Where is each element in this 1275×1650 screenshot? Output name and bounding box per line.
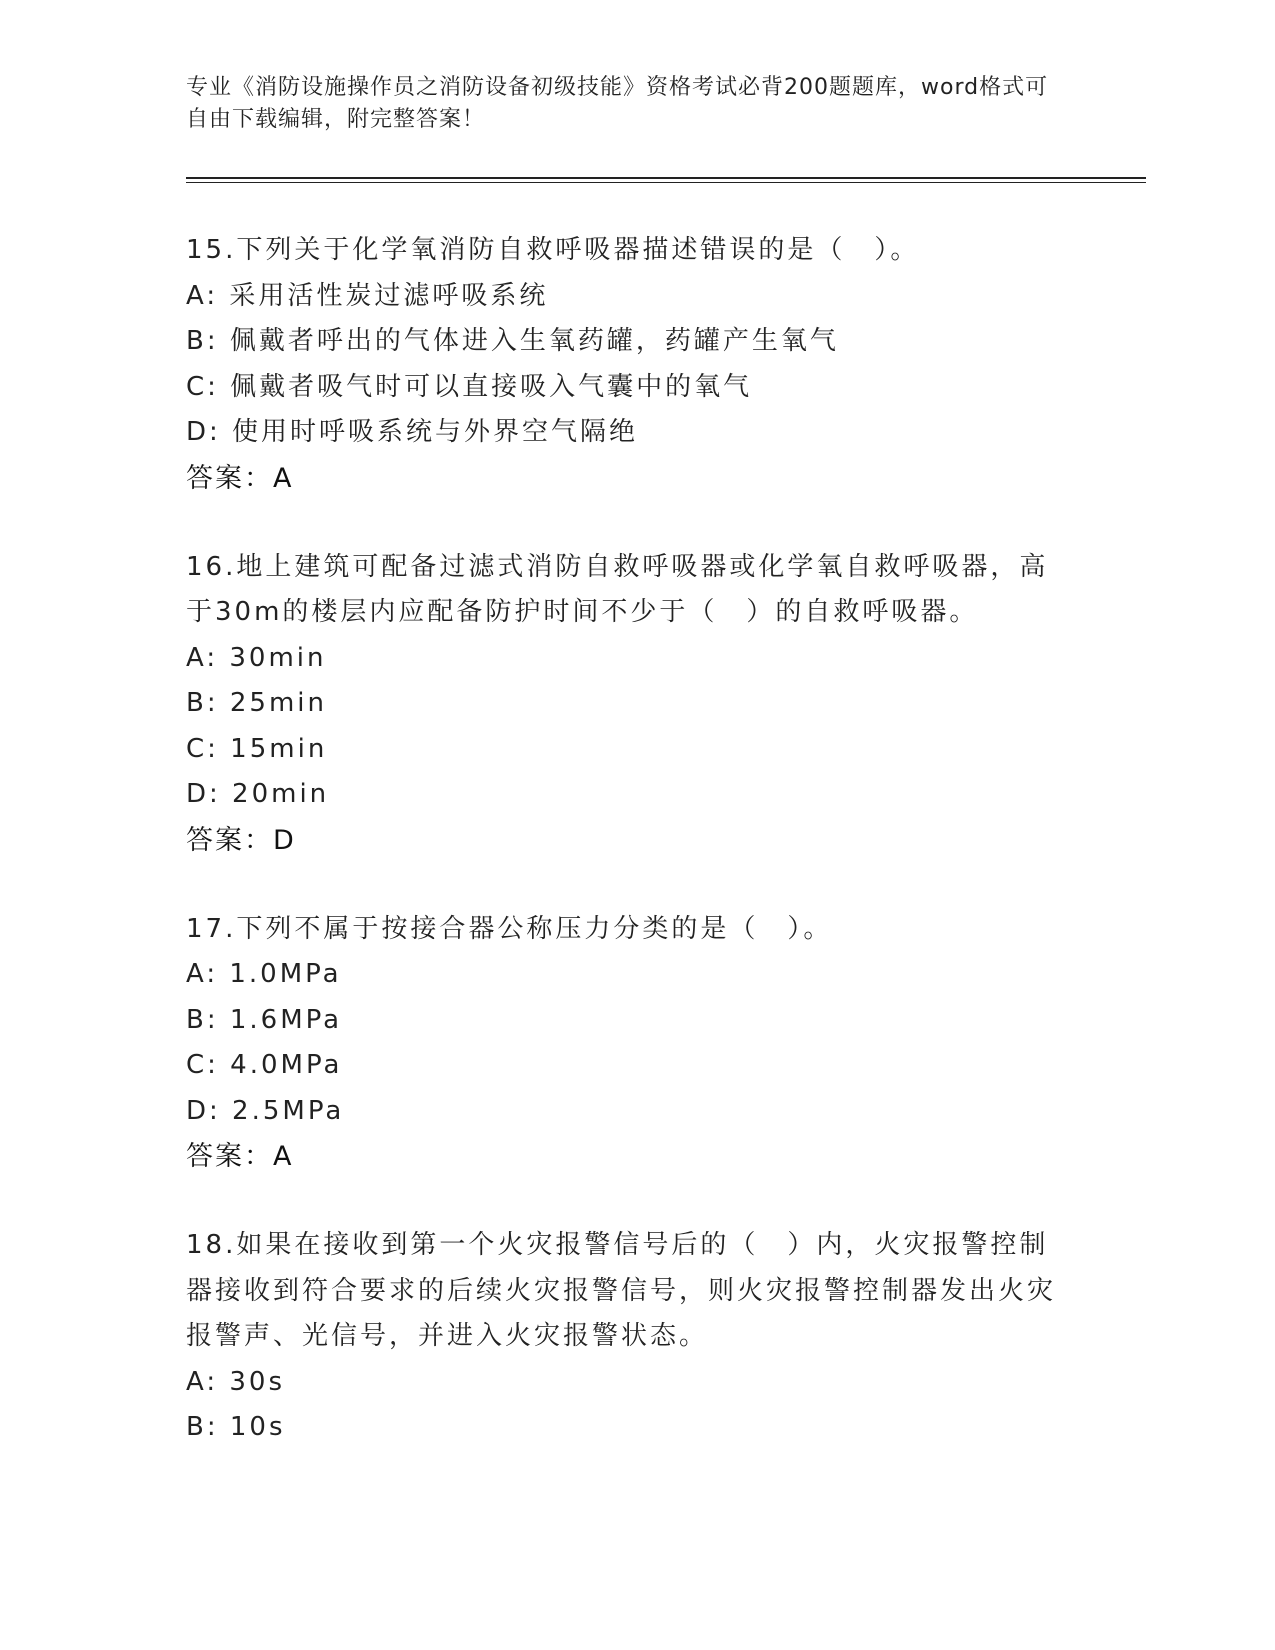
header-divider-thin: [186, 182, 1146, 183]
option-d: D: 2.5MPa: [186, 1095, 345, 1126]
option-b: B: 25min: [186, 688, 327, 718]
option-b: B: 10s: [186, 1412, 286, 1442]
question-18: [186, 1223, 1066, 1451]
document-header: 专业《消防设施操作员之消防设备初级技能》资格考试必背200题题库，word格式可自由下载编辑，附完整答案！: [186, 75, 1049, 132]
question-17: [186, 907, 1066, 1180]
option-a: A: 1.0MPa: [186, 959, 342, 989]
question-stem: 17.下列不属于按接合器公称压力分类的是（ ）。: [186, 913, 833, 944]
option-d: D: 使用时呼吸系统与外界空气隔绝: [186, 417, 639, 447]
option-a: A: 30min: [186, 642, 327, 673]
option-b: B: 1.6MPa: [186, 1004, 343, 1035]
option-a: A: 30s: [186, 1366, 285, 1397]
question-15: [186, 228, 1066, 501]
question-stem: 16.地上建筑可配备过滤式消防自救呼吸器或化学氧自救呼吸器，高于30m的楼层内应配备防护时间不少于（ ）的自救呼吸器。: [186, 551, 1049, 627]
question-stem: 18.如果在接收到第一个火灾报警信号后的（ ）内，火灾报警控制器接收到符合要求的后续火灾报警信号，则火灾报警控制器发出火灾报警声、光信号，并进入火灾报警状态。: [186, 1230, 1057, 1351]
answer-line: 答案：A: [186, 462, 294, 494]
answer-line: 答案：A: [186, 1141, 294, 1172]
option-c: C: 佩戴者吸气时可以直接吸入气囊中的氧气: [186, 371, 753, 402]
answer-line: 答案：D: [186, 824, 296, 856]
question-stem: 15.下列关于化学氧消防自救呼吸器描述错误的是（ ）。: [186, 235, 920, 265]
option-b: B: 佩戴者呼出的气体进入生氧药罐，药罐产生氧气: [186, 326, 839, 356]
option-a: A: 采用活性炭过滤呼吸系统: [186, 280, 549, 311]
option-c: C: 15min: [186, 733, 328, 764]
question-list: [186, 228, 1066, 1495]
option-c: C: 4.0MPa: [186, 1050, 343, 1080]
option-d: D: 20min: [186, 779, 330, 809]
question-16: [186, 545, 1066, 863]
header-divider: [186, 177, 1146, 179]
